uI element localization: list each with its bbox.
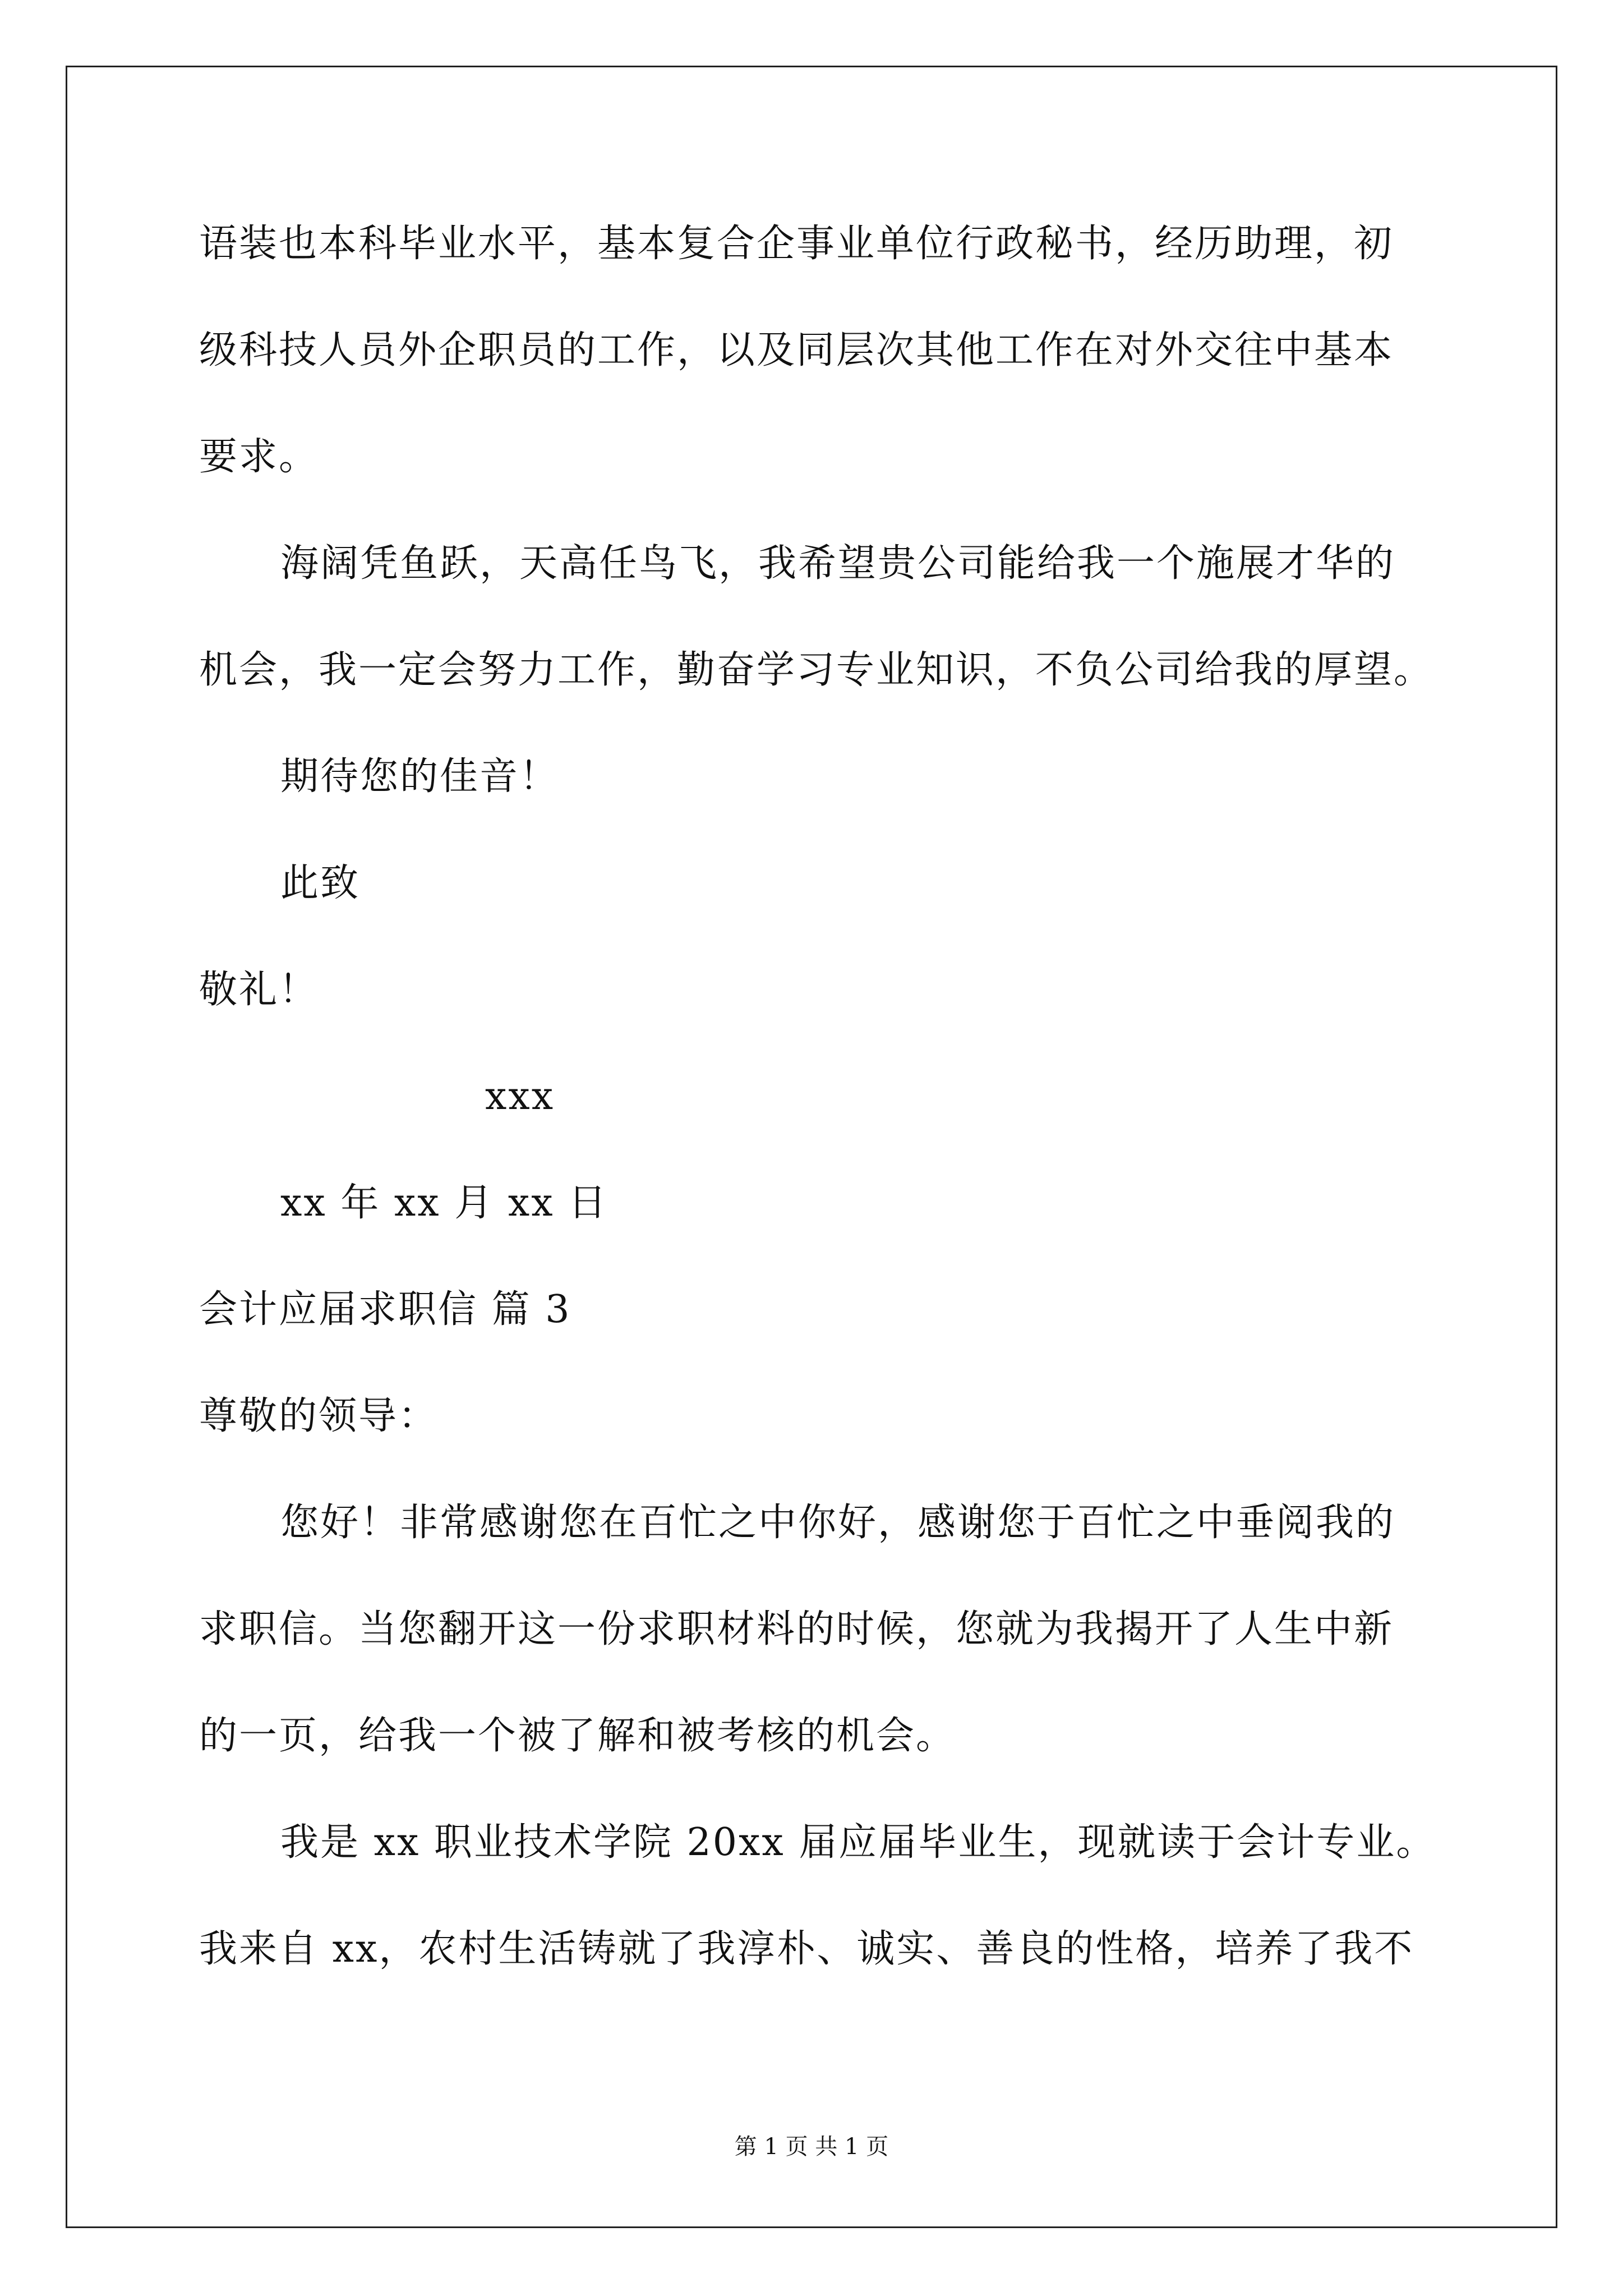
text-line: 海阔凭鱼跃，天高任鸟飞，我希望贵公司能给我一个施展才华的 (280, 541, 1396, 586)
text-line: 我是 xx 职业技术学院 20xx 届应届毕业生，现就读于会计专业。 (280, 1820, 1436, 1865)
greeting: 尊敬的领导： (199, 1394, 439, 1438)
text-line: 我来自 xx，农村生活铸就了我淳朴、诚实、善良的性格，培养了我不 (199, 1927, 1414, 1971)
signature-date: xx 年 xx 月 xx 日 (280, 1181, 608, 1225)
text-line: 求职信。当您翻开这一份求职材料的时候，您就为我揭开了人生中新 (199, 1607, 1394, 1651)
signature-name: xxx (485, 1074, 555, 1119)
page-border (66, 66, 1557, 2228)
text-line: 要求。 (199, 435, 319, 479)
regards: 敬礼！ (199, 968, 319, 1012)
text-line: 您好！非常感谢您在百忙之中你好，感谢您于百忙之中垂阅我的 (280, 1501, 1396, 1545)
text-line: 语装也本科毕业水平，基本复合企事业单位行政秘书，经历助理，初 (199, 222, 1394, 266)
text-line: 的一页，给我一个被了解和被考核的机会。 (199, 1714, 956, 1758)
text-line: 级科技人员外企职员的工作，以及同层次其他工作在对外交往中基本 (199, 328, 1394, 372)
salutation-close: 此致 (280, 861, 361, 905)
text-line: 机会，我一定会努力工作，勤奋学习专业知识，不负公司给我的厚望。 (199, 648, 1434, 692)
page-number: 第 1 页 共 1 页 (734, 2134, 889, 2160)
closing-wish: 期待您的佳音！ (280, 754, 560, 799)
section-heading: 会计应届求职信 篇 3 (199, 1287, 571, 1332)
